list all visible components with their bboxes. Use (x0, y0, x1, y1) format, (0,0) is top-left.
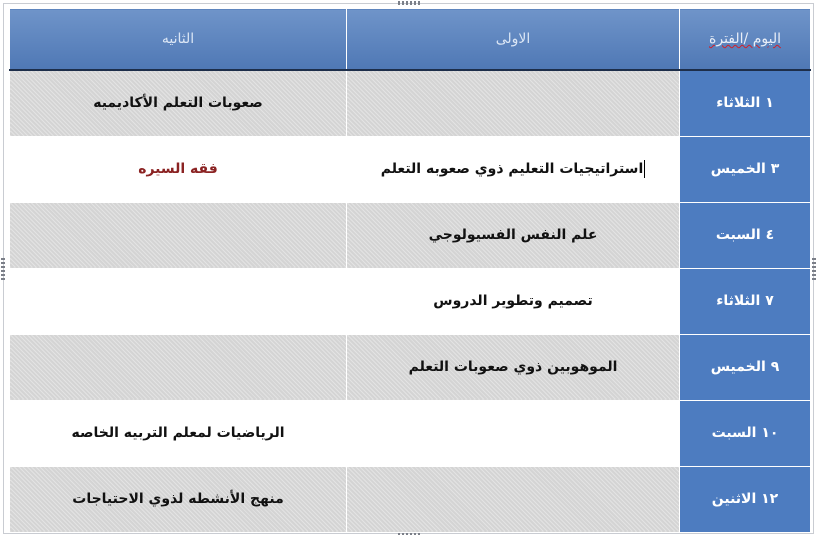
text-cursor (644, 160, 645, 178)
day-cell[interactable]: ٣ الخميس (680, 136, 811, 202)
first-period-cell[interactable] (347, 136, 680, 202)
first-period-cell[interactable] (347, 70, 680, 136)
second-period-cell[interactable] (10, 268, 347, 334)
first-period-text: استراتيجيات التعليم ذوي صعوبه التعلم (380, 161, 644, 177)
second-period-cell[interactable] (10, 334, 347, 400)
table-row (10, 466, 811, 532)
first-period-cell[interactable]: الموهوبين ذوي صعوبات التعلم (347, 334, 680, 400)
table-row (10, 400, 811, 466)
right-resize-handle[interactable] (812, 258, 816, 282)
table-row (10, 334, 811, 400)
first-period-cell[interactable]: علم النفس الفسيولوجي (347, 202, 680, 268)
second-period-cell[interactable]: منهج الأنشطه لذوي الاحتياجات (10, 466, 347, 532)
second-period-cell[interactable]: الرياضيات لمعلم التربيه الخاصه (10, 400, 347, 466)
table-row (10, 136, 811, 202)
left-resize-handle[interactable] (1, 258, 5, 282)
header-second-period[interactable]: الثانيه (10, 9, 347, 71)
day-cell[interactable]: ٧ الثلاثاء (680, 268, 811, 334)
top-resize-handle[interactable] (398, 1, 422, 5)
first-period-cell[interactable] (347, 400, 680, 466)
table-row (10, 202, 811, 268)
day-cell[interactable]: ١٠ السبت (680, 400, 811, 466)
day-cell[interactable]: ٤ السبت (680, 202, 811, 268)
schedule-table (9, 8, 811, 533)
day-cell[interactable]: ١ الثلاثاء (680, 70, 811, 136)
header-day-period[interactable]: اليوم /الفترة (680, 9, 811, 71)
second-period-cell[interactable]: صعوبات التعلم الأكاديميه (10, 70, 347, 136)
header-first-period[interactable]: الاولى (347, 9, 680, 71)
table-row (10, 70, 811, 136)
second-period-cell[interactable] (10, 202, 347, 268)
day-cell[interactable]: ٩ الخميس (680, 334, 811, 400)
header-row (10, 9, 811, 71)
day-cell[interactable]: ١٢ الاثنين (680, 466, 811, 532)
table-row (10, 268, 811, 334)
first-period-cell[interactable]: تصميم وتطوير الدروس (347, 268, 680, 334)
second-period-cell[interactable]: فقه السيره (10, 136, 347, 202)
first-period-cell[interactable] (347, 466, 680, 532)
